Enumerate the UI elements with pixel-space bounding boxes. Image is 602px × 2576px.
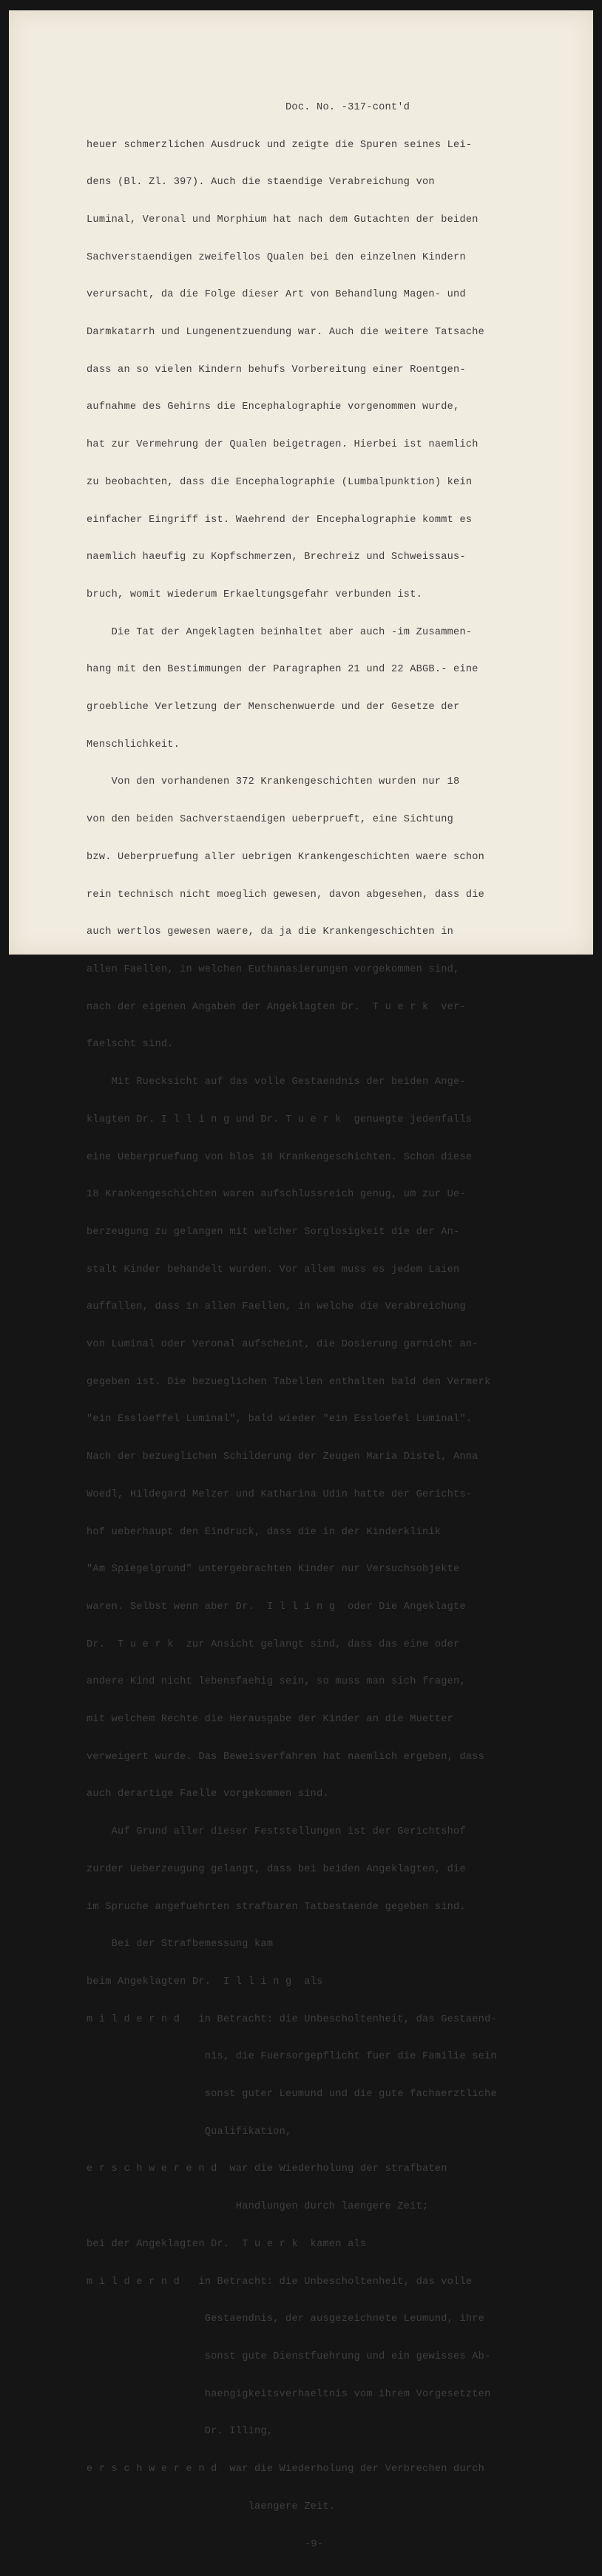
text-line: Bei der Strafbemessung kam — [87, 1939, 274, 1950]
text-line: "Am Spiegelgrund" untergebrachten Kinder nur Versuchsobjekte — [87, 1564, 460, 1576]
text-line: Dr. Illing, — [87, 2426, 274, 2438]
text-line: bruch, womit wiederum Erkaeltungsgefahr verbunden ist. — [87, 589, 423, 600]
text-line: e r s c h w e r e n d war die Wiederholung der strafbaten — [87, 2163, 447, 2175]
text-line: hat zur Vermehrung der Qualen beigetragen. Hierbei ist naemlich — [87, 439, 478, 451]
text-line: Darmkatarrh und Lungenentzuendung war. Auch die weitere Tatsache — [87, 327, 485, 339]
text-line: Nach der bezueglichen Schilderung der Zeugen Maria Distel, Anna — [87, 1451, 478, 1463]
text-line: einfacher Eingriff ist. Waehrend der Encephalographie kommt es — [87, 514, 473, 526]
text-line: m i l d e r n d in Betracht: die Unbescholtenheit, das volle — [87, 2276, 473, 2288]
text-line: sonst gute Dienstfuehrung und ein gewisses Ab- — [87, 2351, 491, 2362]
text-line: sonst guter Leumund und die gute fachaerztliche — [87, 2089, 497, 2101]
text-line: faelscht sind. — [87, 1039, 174, 1051]
text-line: andere Kind nicht lebensfaehig sein, so muss man sich fragen, — [87, 1676, 466, 1688]
text-line: verursacht, da die Folge dieser Art von Behandlung Magen- und — [87, 289, 466, 301]
text-line: auch derartige Faelle vorgekommen sind. — [87, 1789, 329, 1800]
text-line: berzeugung zu gelangen mit welcher Sorglosigkeit die der An- — [87, 1226, 460, 1238]
text-line: beim Angeklagten Dr. I l l i n g als — [87, 1976, 323, 1987]
text-line: hang mit den Bestimmungen der Paragraphen 21 und 22 ABGB.- eine — [87, 664, 478, 676]
text-line: haengigkeitsverhaeltnis vom ihrem Vorgesetzten — [87, 2388, 491, 2400]
document-body — [87, 77, 560, 2576]
text-line: im Spruche angefuehrten strafbaren Tatbestaende gegeben sind. — [87, 1901, 466, 1913]
text-line: nach der eigenen Angaben der Angeklagten Dr. T u e r k ver- — [87, 1001, 466, 1013]
text-line: hof ueberhaupt den Eindruck, dass die in der Kinderklinik — [87, 1526, 442, 1538]
text-line: Luminal, Veronal und Morphium hat nach dem Gutachten der beiden — [87, 214, 478, 226]
text-line: zurder Ueberzeugung gelangt, dass bei beiden Angeklagten, die — [87, 1863, 466, 1875]
text-line: bei der Angeklagten Dr. T u e r k kamen als — [87, 2238, 367, 2250]
text-line: dass an so vielen Kindern behufs Vorbereitung einer Roentgen- — [87, 364, 466, 376]
text-line: Von den vorhandenen 372 Krankengeschichten wurden nur 18 — [87, 776, 460, 788]
text-line: von Luminal oder Veronal aufscheint, die Dosierung garnicht an- — [87, 1339, 478, 1351]
text-line: auch wertlos gewesen waere, da ja die Krankengeschichten in — [87, 926, 454, 938]
text-line: e r s c h w e r e n d war die Wiederholung der Verbrechen durch — [87, 2464, 485, 2475]
text-line: Menschlichkeit. — [87, 739, 180, 750]
text-line: 18 Krankengeschichten waren aufschlussreich genug, um zur Ue- — [87, 1189, 466, 1201]
text-line: mit welchem Rechte die Herausgabe der Kinder an die Muetter — [87, 1714, 454, 1726]
page-number: -9- — [305, 2538, 324, 2550]
text-line: auffallen, dass in allen Faellen, in welche die Verabreichung — [87, 1301, 466, 1313]
text-line: Woedl, Hildegard Melzer und Katharina Udin hatte der Gerichts- — [87, 1488, 473, 1500]
text-line: Qualifikation, — [87, 2126, 292, 2138]
text-line: Die Tat der Angeklagten beinhaltet aber auch -im Zusammen- — [87, 626, 473, 638]
text-line: nis, die Fuersorgepflicht fuer die Familie sein — [87, 2051, 497, 2063]
text-line: klagten Dr. I l l i n g und Dr. T u e r k genuegte jedenfalls — [87, 1114, 473, 1125]
text-line: Auf Grund aller dieser Feststellungen ist der Gerichtshof — [87, 1826, 466, 1838]
text-line: "ein Essloeffel Luminal", bald wieder "ein Essloefel Luminal". — [87, 1414, 473, 1426]
text-line: Handlungen durch laengere Zeit; — [87, 2201, 429, 2213]
text-line: Dr. T u e r k zur Ansicht gelangt sind, dass das eine oder — [87, 1638, 460, 1650]
text-line: stalt Kinder behandelt wurden. Vor allem muss es jedem Laien — [87, 1264, 460, 1275]
text-line: groebliche Verletzung der Menschenwuerde und der Gesetze der — [87, 702, 460, 714]
typewritten-page — [9, 10, 593, 2550]
text-line: aufnahme des Gehirns die Encephalographie vorgenommen wurde, — [87, 401, 460, 413]
text-line: Gestaendnis, der ausgezeichnete Leumund, ihre — [87, 2314, 485, 2325]
text-line: zu beobachten, dass die Encephalographie (Lumbalpunktion) kein — [87, 476, 473, 488]
text-line: Sachverstaendigen zweifellos Qualen bei den einzelnen Kindern — [87, 251, 466, 263]
text-line: gegeben ist. Die bezueglichen Tabellen enthalten bald den Vermerk — [87, 1376, 491, 1388]
text-line: heuer schmerzlichen Ausdruck und zeigte die Spuren seines Lei- — [87, 139, 473, 151]
text-line: rein technisch nicht moeglich gewesen, davon abgesehen, dass die — [87, 889, 485, 901]
text-line: verweigert wurde. Das Beweisverfahren hat naemlich ergeben, dass — [87, 1751, 485, 1763]
text-line: dens (Bl. Zl. 397). Auch die staendige Verabreichung von — [87, 177, 435, 189]
text-line: eine Ueberpruefung von blos 18 Krankengeschichten. Schon diese — [87, 1151, 473, 1163]
text-line: Mit Ruecksicht auf das volle Gestaendnis der beiden Ange- — [87, 1077, 466, 1088]
text-line: bzw. Ueberpruefung aller uebrigen Krankengeschichten waere schon — [87, 851, 485, 863]
text-line: allen Faellen, in welchen Euthanasierungen vorgekommen sind, — [87, 963, 460, 975]
text-line: von den beiden Sachverstaendigen ueberprueft, eine Sichtung — [87, 814, 454, 826]
text-line: waren. Selbst wenn aber Dr. I l l i n g oder Die Angeklagte — [87, 1601, 466, 1613]
text-line: m i l d e r n d in Betracht: die Unbescholtenheit, das Gestaend- — [87, 2013, 497, 2025]
text-line: naemlich haeufig zu Kopfschmerzen, Brechreiz und Schweissaus- — [87, 552, 466, 563]
text-line: laengere Zeit. — [87, 2501, 336, 2512]
document-header: Doc. No. -317-cont'd — [285, 101, 410, 113]
